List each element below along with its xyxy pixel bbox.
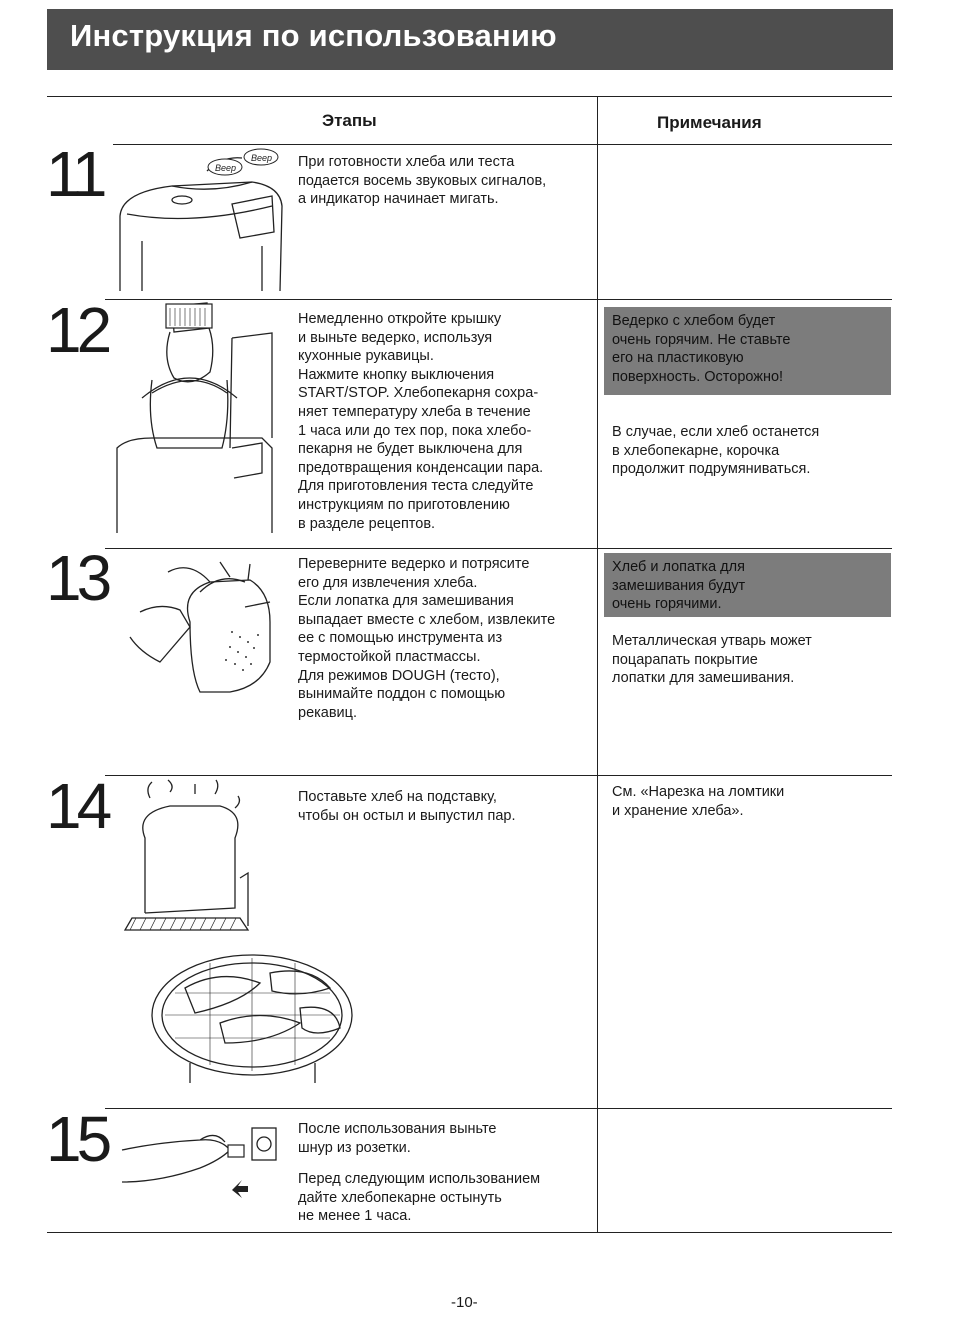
- step-text-15b: Перед следующим использованием дайте хлебопекарне остынуть не менее 1 часа.: [298, 1171, 541, 1225]
- step-number-14: 14: [46, 770, 108, 842]
- shake-out-bread-illustration: [120, 552, 290, 712]
- step-text-14: Поставьте хлеб на подставку, чтобы он остыл и выпустил пар.: [298, 789, 516, 824]
- bread-maker-beeping-illustration: [112, 146, 288, 296]
- warning-box-12: Ведерко с хлебом будет очень горячим. Не ставьте его на пластиковую поверхность. Осторожно!: [604, 307, 891, 395]
- note-text-13: Металлическая утварь может поцарапать покрытие лопатки для замешивания.: [612, 633, 812, 687]
- page-number: -10-: [451, 1294, 478, 1311]
- row-rule-15: [105, 1108, 892, 1109]
- step-text-13: Переверните ведерко и потрясите его для извлечения хлеба. Если лопатка для замешивания выпадает вместе с хлебом, извлеките ее с помощью инструмента из термостойкой пластмассы. Для режимов DOUGH (тесто), вынимайте поддон с помощью рекавиц.: [298, 556, 556, 721]
- step-number-12: 12: [46, 294, 108, 366]
- step-text-12: Немедленно откройте крышку и выньте ведерко, используя кухонные рукавицы. Нажмите кнопку выключения START/STOP. Хлебопекарня сохра- няет температуру хлеба в течение 1 часа или до тех пор, пока хлебо- пекарня не будет выключена для предотвращения конденсации пара. Для приготовления теста следуйте инструкциям по приготовлению в разделе рецептов.: [298, 311, 544, 532]
- header-bottom-rule: [113, 144, 892, 145]
- bread-cooling-illustration: [120, 778, 260, 934]
- rolls-on-rack-illustration: [150, 943, 355, 1095]
- table-top-rule: [47, 96, 892, 97]
- step-number-13: 13: [46, 542, 108, 614]
- row-rule-13: [105, 548, 892, 549]
- note-text-14: См. «Нарезка на ломтики и хранение хлеба».: [612, 784, 785, 819]
- row-rule-14: [105, 775, 892, 776]
- column-divider: [597, 97, 598, 1232]
- note-text-12: В случае, если хлеб останется в хлебопекарне, корочка продолжит подрумяниваться.: [612, 424, 820, 478]
- step-text-15a: После использования выньте шнур из розетки.: [298, 1121, 497, 1156]
- beep-label-2: Beep: [251, 153, 273, 163]
- beep-label-1: Beep: [215, 163, 237, 173]
- page-title: Инструкция по использованию: [70, 18, 557, 53]
- remove-bread-pan-illustration: [112, 298, 288, 538]
- step-number-15: 15: [46, 1103, 108, 1175]
- unplug-cord-illustration: [120, 1120, 280, 1200]
- column-header-notes: Примечания: [657, 113, 762, 132]
- table-bottom-rule: [47, 1232, 892, 1233]
- warning-box-13: Хлеб и лопатка для замешивания будут очень горячими.: [604, 553, 891, 617]
- step-number-11: 11: [46, 138, 103, 210]
- column-header-steps: Этапы: [322, 111, 377, 130]
- step-text-11: При готовности хлеба или теста подается восемь звуковых сигналов, а индикатор начинает мигать.: [298, 154, 547, 208]
